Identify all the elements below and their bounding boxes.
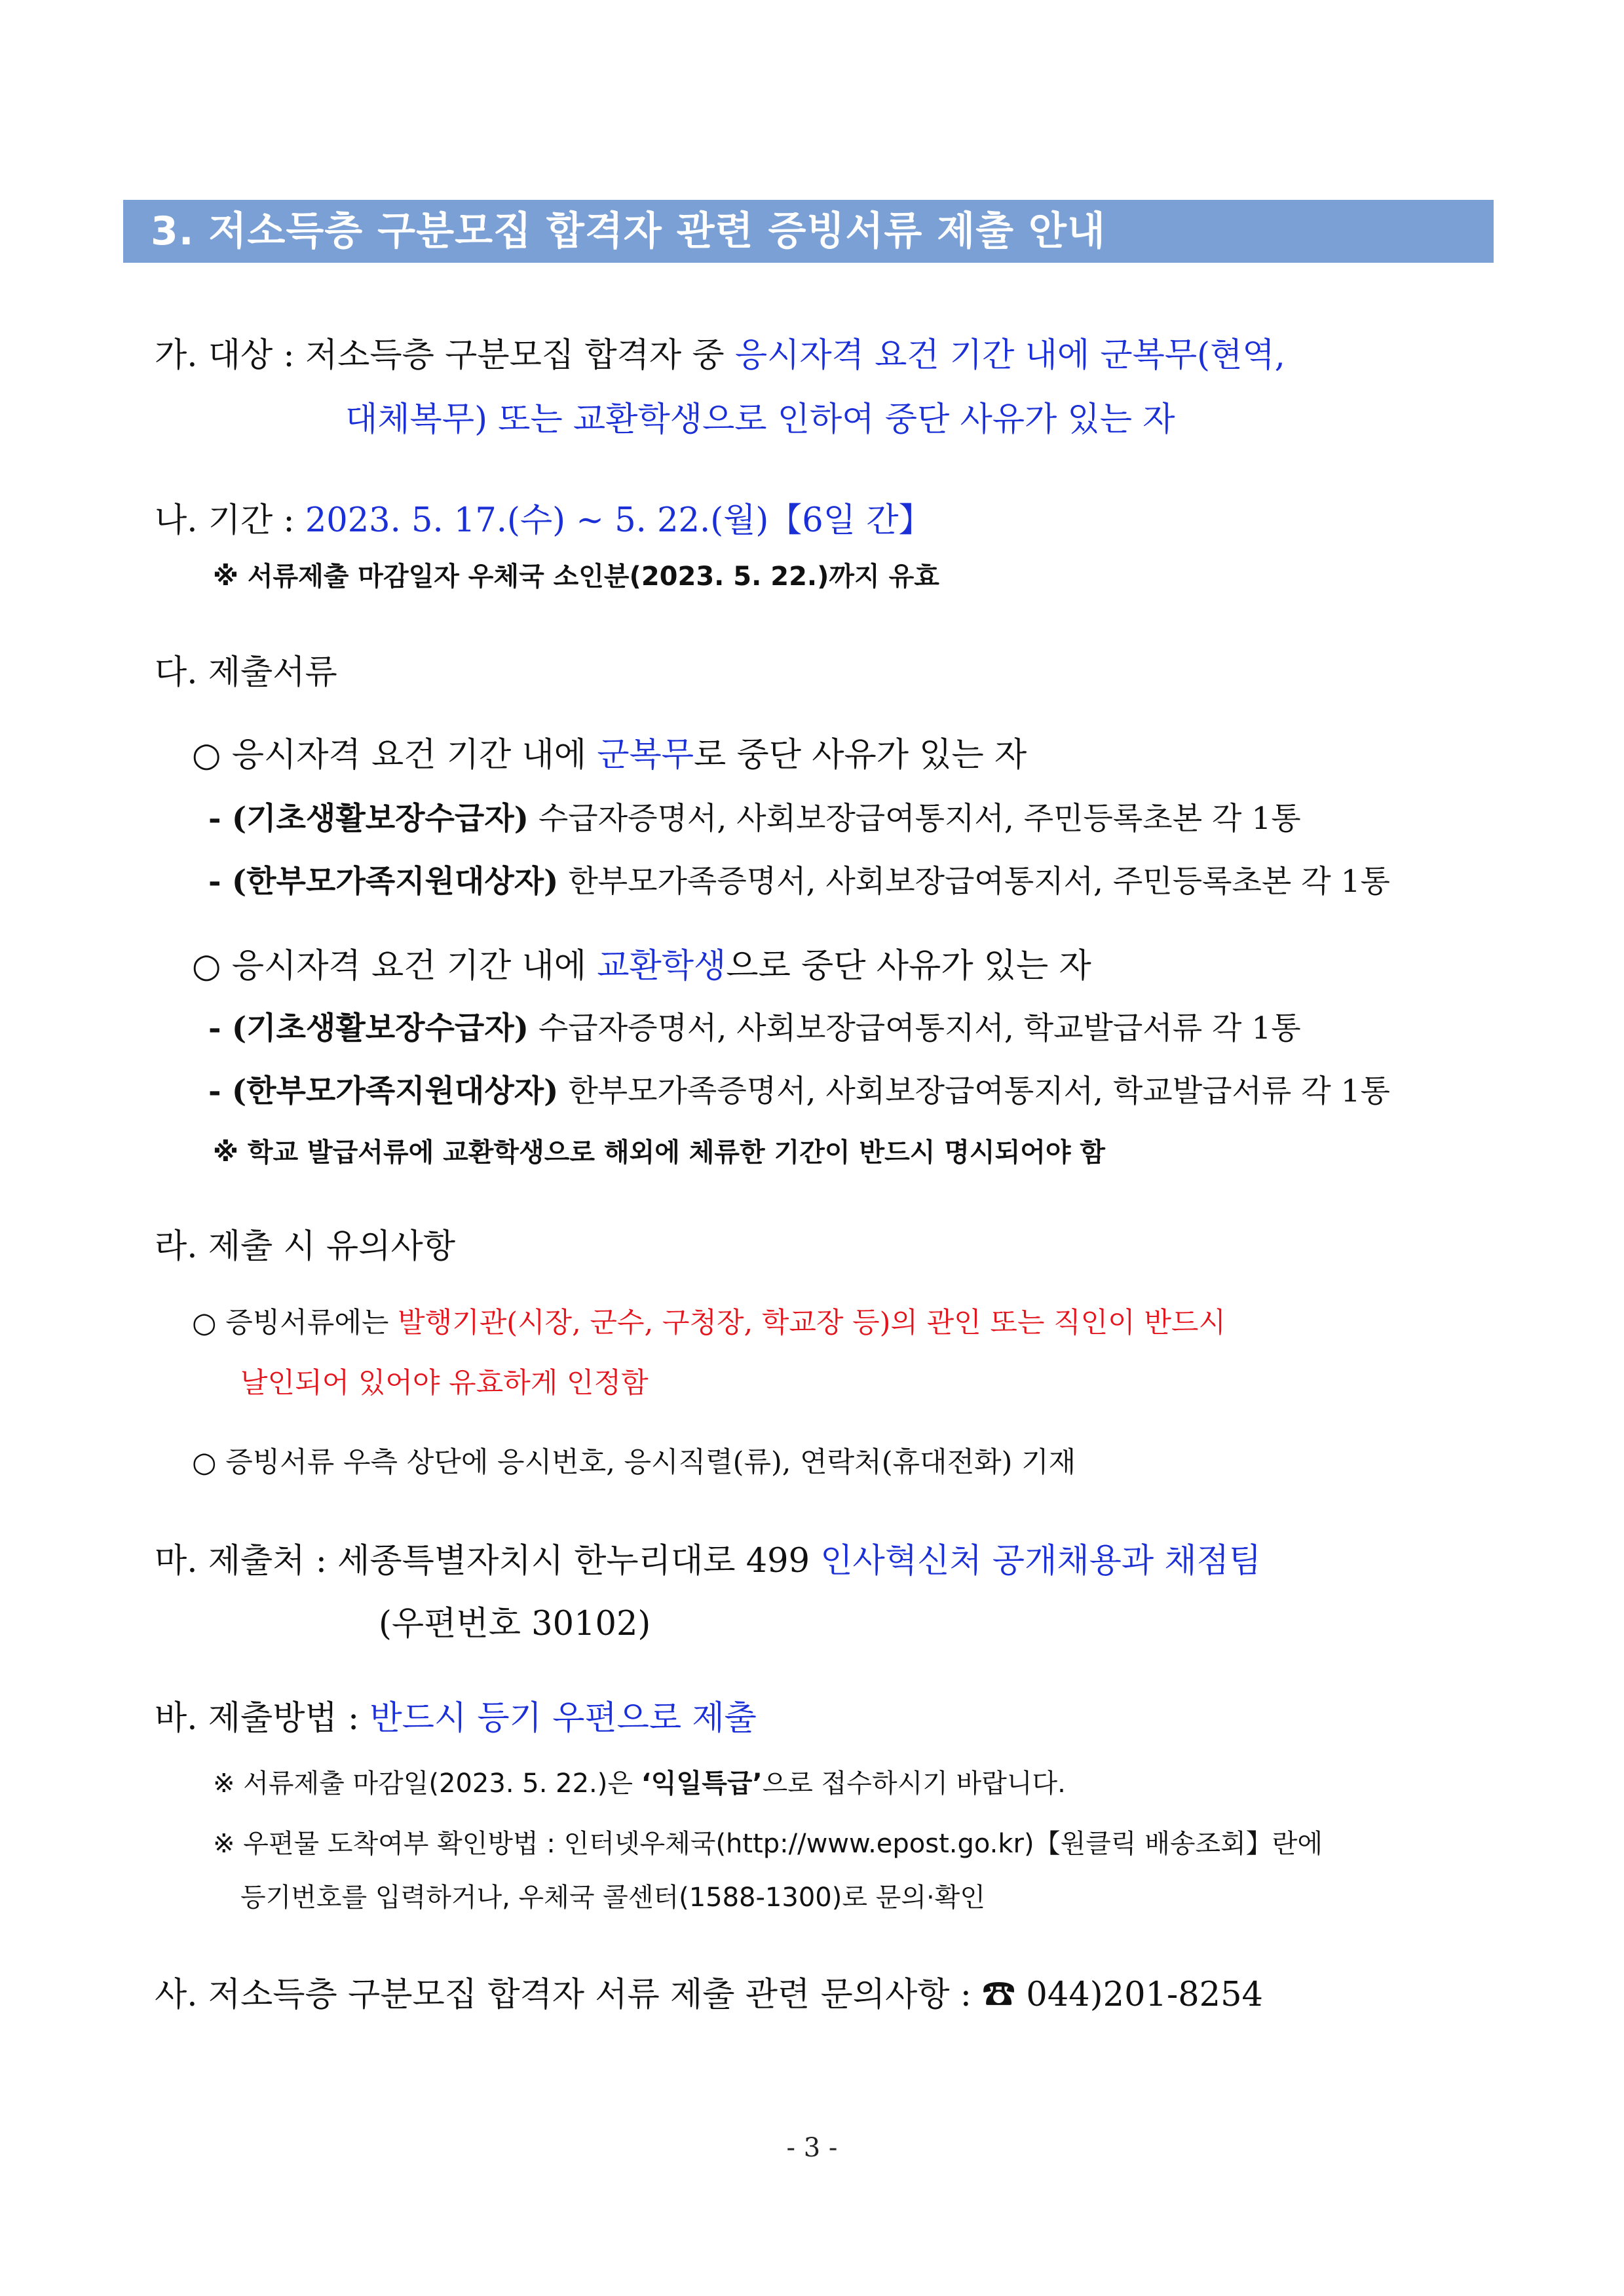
da-group2-item-2-text: 한부모가족증명서, 사회보장급여통지서, 학교발급서류 각 1통 [558, 1073, 1390, 1109]
da-group1-item-2 [208, 857, 1390, 901]
ma-label: 마. 제출처 : [155, 1542, 338, 1580]
ba-note-1-bold: ‘익일특급’ [641, 1769, 763, 1799]
na-label: 나. 기간 : [155, 501, 305, 540]
ra-item-2: ○ 증빙서류 우측 상단에 응시번호, 응시직렬(류), 연락처(휴대전화) 기재 [192, 1446, 1076, 1479]
da-group1-item-2-label: - (한부모가족지원대상자) [208, 864, 559, 900]
da-group2-heading [192, 938, 1091, 987]
ma-line [155, 1533, 1261, 1582]
da-group1-head-post: 로 중단 사유가 있는 자 [694, 736, 1027, 775]
da-group1-heading [192, 727, 1027, 776]
da-group2-note: ※ 학교 발급서류에 교환학생으로 해외에 체류한 기간이 반드시 명시되어야 함 [213, 1138, 1106, 1168]
ba-line [155, 1691, 757, 1739]
da-group2-item-2 [208, 1067, 1390, 1111]
da-group2-item-1 [208, 1004, 1301, 1048]
sa-label: 사. 저소득층 구분모집 합격자 서류 제출 관련 문의사항 : [155, 1976, 983, 2014]
da-group2-item-2-label: - (한부모가족지원대상자) [208, 1073, 559, 1109]
da-group2-item-1-label: - (기초생활보장수급자) [208, 1010, 529, 1046]
ba-method: 반드시 등기 우편으로 제출 [369, 1699, 757, 1738]
ra-item-1-red-2: 날인되어 있어야 유효하게 인정함 [240, 1367, 649, 1400]
sa-line [155, 1967, 1263, 2016]
ba-note-1 [213, 1763, 1066, 1800]
da-group1-item-1-label: - (기초생활보장수급자) [208, 801, 529, 837]
page-number: - 3 - [786, 2133, 838, 2163]
ga-highlight-2: 대체복무) 또는 교환학생으로 인하여 중단 사유가 있는 자 [345, 400, 1175, 439]
da-group1-item-2-text: 한부모가족증명서, 사회보장급여통지서, 주민등록초본 각 1통 [558, 864, 1390, 900]
ga-label: 가. 대상 : [155, 336, 305, 375]
ga-line-1 [155, 328, 1285, 376]
ra-item-1-red-1: 발행기관(시장, 군수, 구청장, 학교장 등)의 관인 또는 직인이 반드시 [398, 1307, 1226, 1339]
da-group1-item-1 [208, 794, 1301, 838]
ga-text: 저소득층 구분모집 합격자 중 [305, 336, 735, 375]
da-group1-head-highlight: 군복무 [597, 736, 694, 775]
ba-note-2-line-1: ※ 우편물 도착여부 확인방법 : 인터넷우체국(http://www.epost.go.kr)【원클릭 배송조회】란에 [213, 1829, 1323, 1859]
section-title: 3. 저소득층 구분모집 합격자 관련 증빙서류 제출 안내 [123, 200, 1494, 263]
ba-note-1-post: 으로 접수하시기 바랍니다. [762, 1769, 1066, 1799]
ma-postal: (우편번호 30102) [379, 1605, 651, 1643]
ra-item-1-pre: ○ 증빙서류에는 [192, 1307, 398, 1339]
ra-label: 라. 제출 시 유의사항 [155, 1227, 455, 1266]
na-note: ※ 서류제출 마감일자 우체국 소인분(2023. 5. 22.)까지 유효 [213, 562, 939, 592]
ba-note-1-pre: ※ 서류제출 마감일(2023. 5. 22.)은 [213, 1769, 641, 1799]
da-group1-head-pre: ○ 응시자격 요건 기간 내에 [192, 736, 597, 775]
sa-phone: 044)201-8254 [1015, 1976, 1263, 2014]
da-label: 다. 제출서류 [155, 653, 337, 692]
ra-item-1 [192, 1301, 1226, 1341]
da-group2-head-pre: ○ 응시자격 요건 기간 내에 [192, 947, 597, 985]
na-line [155, 493, 932, 541]
ba-note-2-line-2: 등기번호를 입력하거나, 우체국 콜센터(1588-1300)로 문의·확인 [240, 1883, 985, 1913]
da-group2-head-post: 으로 중단 사유가 있는 자 [726, 947, 1091, 985]
da-group1-item-1-text: 수급자증명서, 사회보장급여통지서, 주민등록초본 각 1통 [528, 801, 1301, 837]
ga-highlight-1: 응시자격 요건 기간 내에 군복무(현역, [734, 336, 1285, 375]
ma-address: 세종특별자치시 한누리대로 499 [337, 1542, 821, 1580]
da-group2-head-highlight: 교환학생 [597, 947, 727, 985]
ba-label: 바. 제출방법 : [155, 1699, 370, 1738]
na-period: 2023. 5. 17.(수) ~ 5. 22.(월)【6일 간】 [305, 501, 932, 540]
ma-dept: 인사혁신처 공개채용과 채점팀 [820, 1542, 1262, 1580]
phone-icon: ☎ [982, 1976, 1016, 2014]
da-group2-item-1-text: 수급자증명서, 사회보장급여통지서, 학교발급서류 각 1통 [528, 1010, 1301, 1046]
